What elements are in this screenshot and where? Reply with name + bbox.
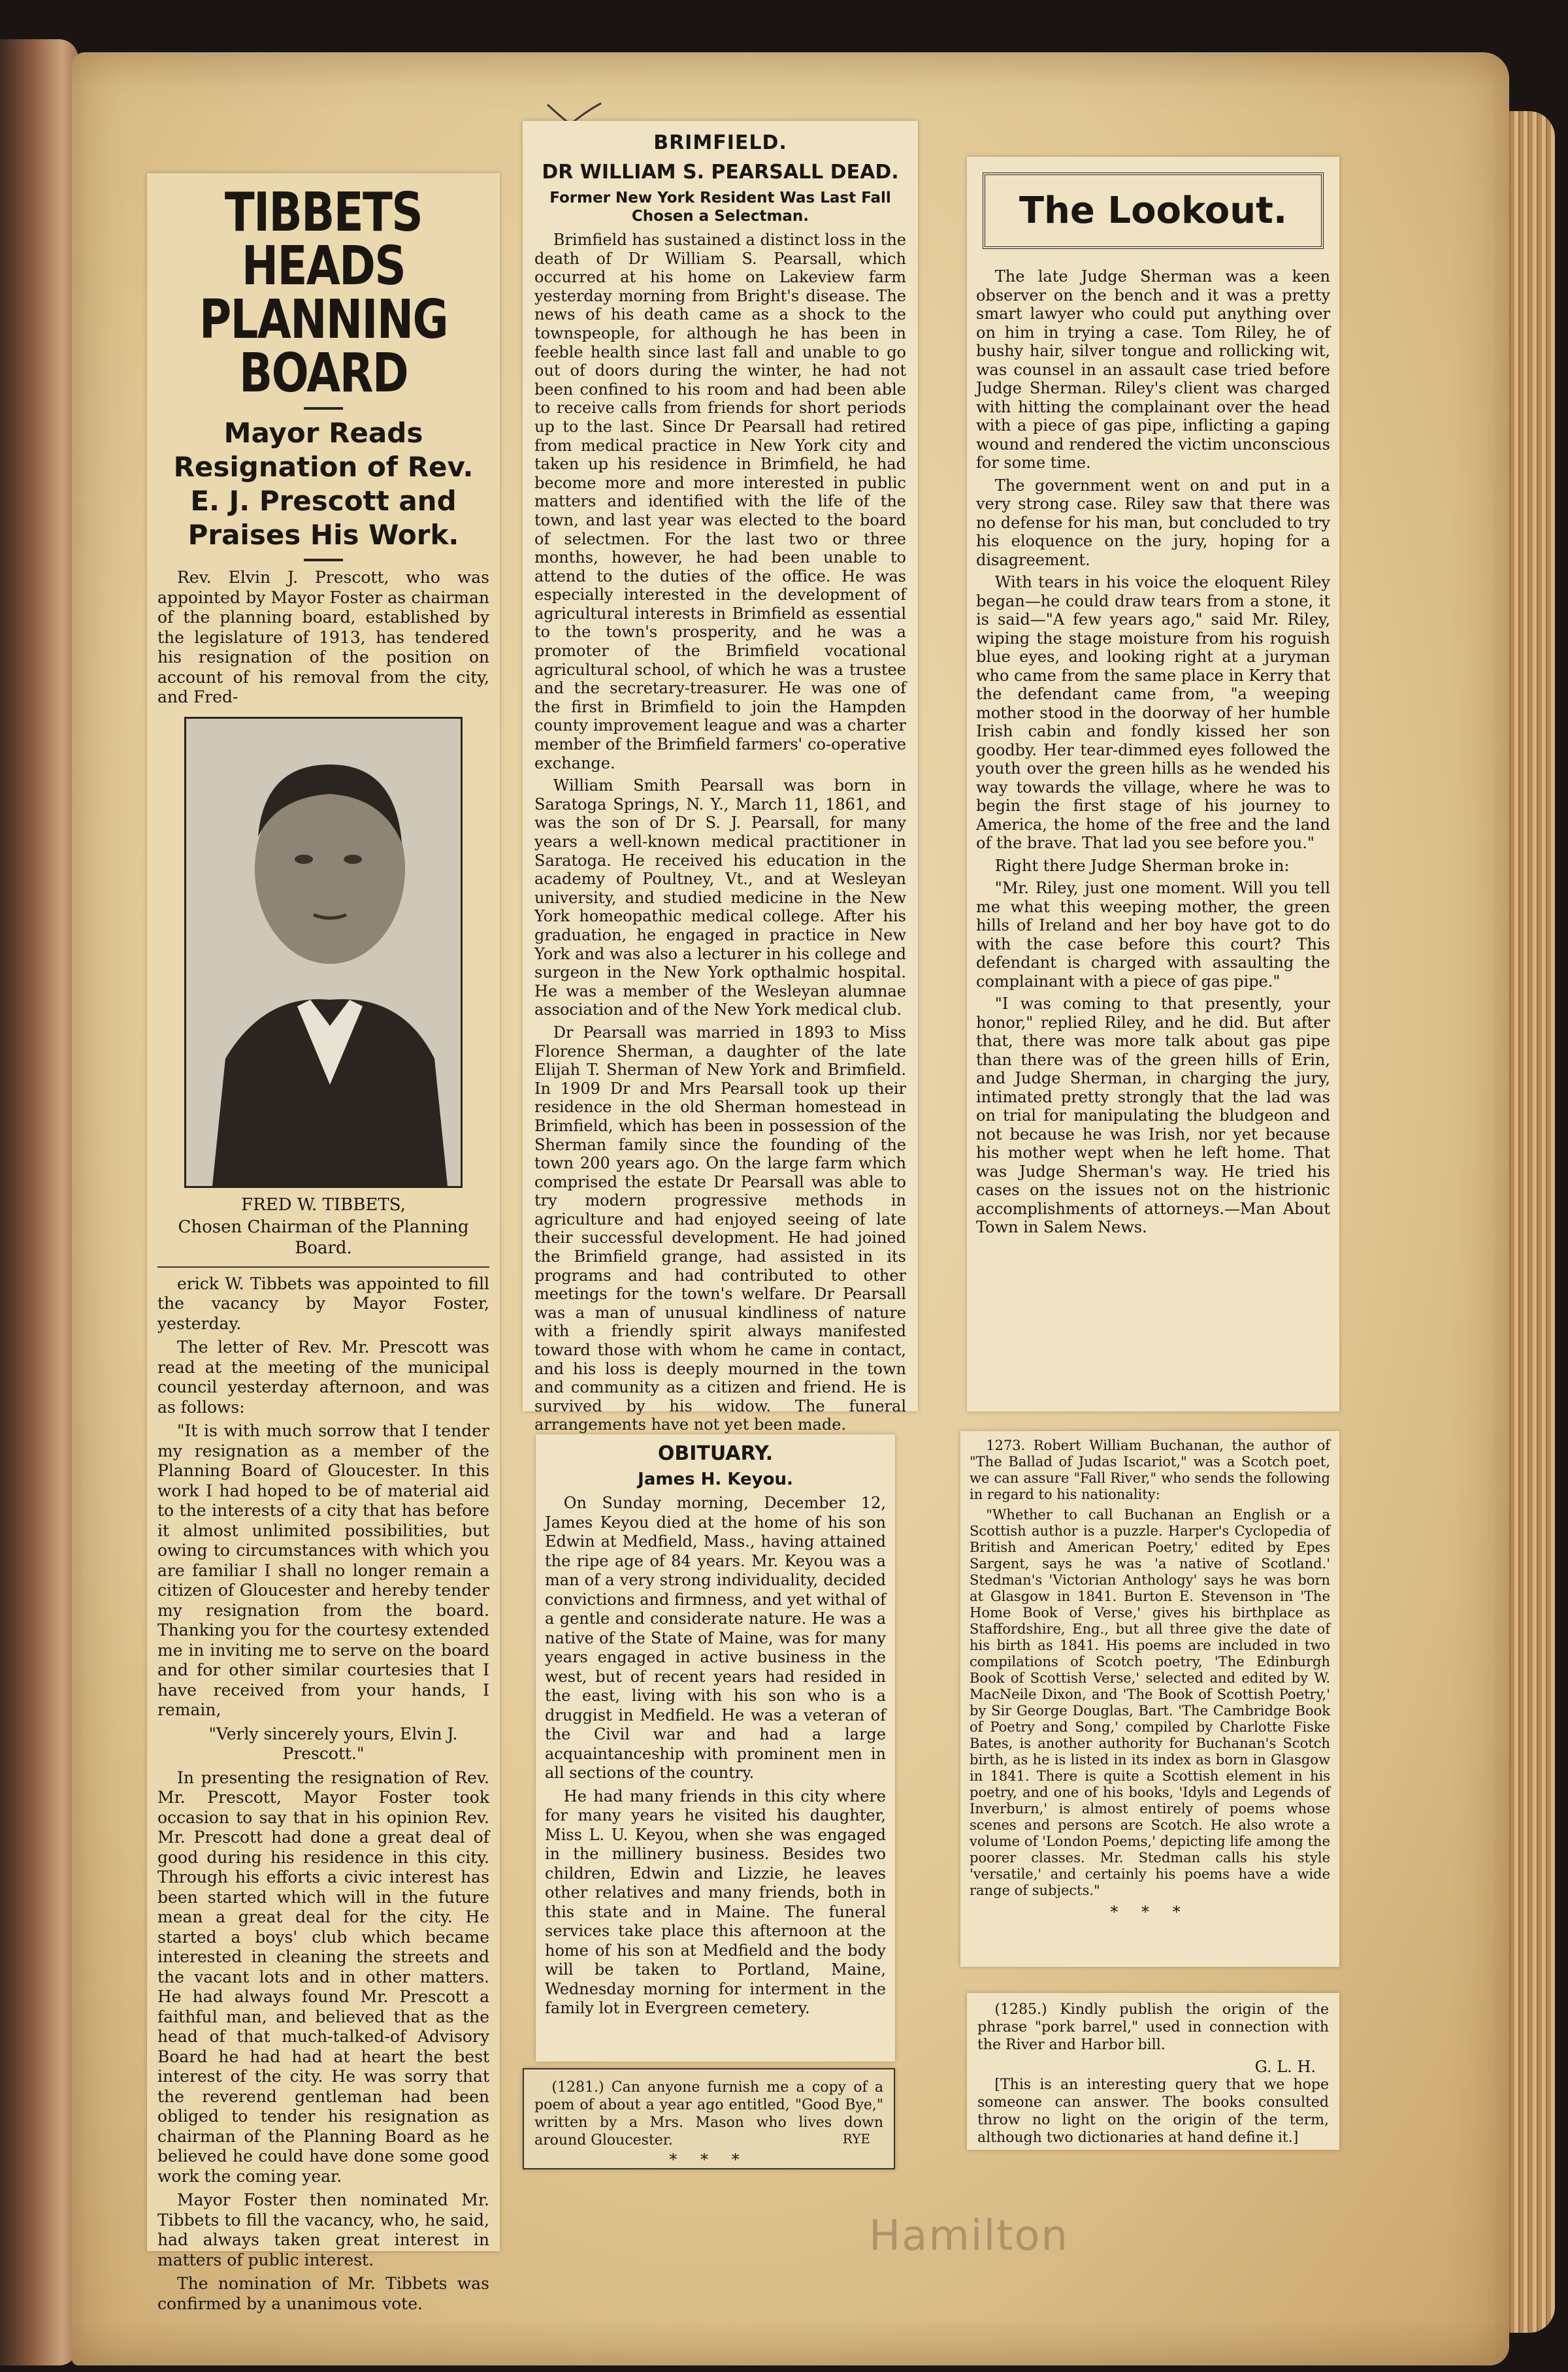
divider [157,1266,489,1268]
paragraph: "Whether to call Buchanan an English or a Scottish author is a puzzle. Harper's Cyclopedia of British and American Poetry,' edited by Epes Sargent, says he was 'a native of Scotland.' Stedman's 'Victorian Anthology' says he was born at Glasgow in 1841. Burton E. Stevenson in 'The Home Book of Verse,' gives his birthplace as Staffordshire, Eng., but all three give the date of his birth as 1841. His poems are included in two compilations of Scotch poetry, 'The Edinburgh Book of Scottish Verse,' selected and edited by W. MacNeile Dixon, and 'The Book of Scottish Poetry,' by Sir George Douglas, Bart. 'The Cambridge Book of Poetry and Song,' compiled by Charlotte Fiske Bates, is another authority for Buchanan's Scotch birth, as he is listed in its index as born in Glasgow in 1841. There is quite a Scottish element in his poetry, and one of his books, 'Idyls and Legends of Inverburn,' is almost entirely of poems whose scenes and persons are Scotch. He also wrote a volume of 'London Poems,' depicting life among the poorer classes. Mr. Stedman calls his style 'versatile,' and certainly his poems have a wide range of subjects." [970,1507,1330,1898]
clipping-query-1281 [523,2068,895,2169]
paragraph: Brimfield has sustained a distinct loss in the death of Dr William S. Pearsall, which occurred at his home on Lakeview farm yesterday morning from Bright's disease. The news of his death came as a shock to the townspeople, for although he has been in feeble health since last fall and unable to go out of doors during the winter, he had not been confined to his room and had been able to receive calls from friends for short periods up to the last. Since Dr Pearsall had retired from medical practice in New York city and taken up his residence in Brimfield, he had become more and more interested in public matters and identified with the life of the town, and last year was elected to the board of selectmen. For the last two or three months, however, he had been unable to attend to the duties of the office. He was especially interested in the development of agricultural interests in Brimfield as essential to the town's prosperity, and he was a promoter of the Brimfield vocational agricultural school, of which he was a trustee and the secretary-treasurer. He was one of the first in Brimfield to join the Hampden county improvement league and was a charter member of the Brimfield farmers' co-operative exchange. [534,231,906,772]
query-signature: G. L. H. [1254,2058,1316,2076]
paragraph: 1273. Robert William Buchanan, the author of "The Ballad of Judas Iscariot," was a Scotch poet, we can assure "Fall River," who sends the following in regard to his nationality: [970,1438,1330,1502]
paragraph: Right there Judge Sherman broke in: [994,856,1290,875]
paragraph: "I was coming to that presently, your honor," replied Riley, and he did. But after that, there was more talk about gas pipe than there was of the green hills of Erin, and Judge Sherman, in charging the jury, intimated pretty strongly that the lad was on trial for manipulating the bludgeon and not because he was Irish, nor yet because his mother wept when he left home. That was Judge Sherman's way. He tried his cases on the issues not on the histrionic accomplishments of attorneys.—Man About Town in Salem News. [976,995,1330,1236]
paragraph: In presenting the resignation of Rev. Mr. Prescott, Mayor Foster took occasion to say that in his opinion Rev. Mr. Prescott had done a great deal of good during his residence in this city. Through his efforts a civic interest has been started which will in the future mean a great deal for the city. He started a boys' club which became interested in cleaning the streets and the vacant lots and in other matters. He had always found Mr. Prescott a faithful man, and believed that as the head of that much-talked-of Advisory Board he had had at heart the best interest of the city. He was sorry that the reverend gentleman had been obliged to tender his resignation as chairman of the Planning Board as he believed he could have done some good work the coming year. [157,1768,489,2186]
paragraph: He had many friends in this city where for many years he visited his daughter, Miss L. U. Keyou, when she was engaged in the millinery business. Besides two children, Edwin and Lizzie, he leaves other relatives and many friends, both in this state and in Maine. The funeral services take place this afternoon at the home of his son at Medfield and the body will be taken to Portland, Maine, Wednesday morning for interment in the family lot in Evergreen cemetery. [545,1787,886,2017]
paragraph: On Sunday morning, December 12, James Keyou died at the home of his son Edwin at Medfield, Mass., having attained the ripe age of 84 years. Mr. Keyou was a man of a very strong individuality, decided convictions and firmness, and yet withal of a gentle and considerate nature. He was a native of the State of Maine, was for many years engaged in active business in the west, but of recent years had resided in the east, living with his son who is a druggist in Medfield. He was a veteran of the Civil war and had a large acquaintanceship with prominent men in all sections of the country. [545,1494,886,1782]
lead-paragraph: Rev. Elvin J. Prescott, who was appointed by Mayor Foster as chairman of the planning board, established by the legislature of 1913, has tendered his resignation of the position on account of his removal from the city, and Fred- [157,568,489,706]
paragraph: The government went on and put in a very strong case. Riley saw that there was no defense for his man, but concluded to try his eloquence on the jury, hoping for a disagreement. [976,476,1330,569]
photo-caption-role: Chosen Chairman of the Planning Board. [178,1217,469,1258]
dateline: BRIMFIELD. [653,131,787,154]
letter-signature: "Verly sincerely yours, Elvin J. Prescott." [208,1724,458,1763]
paragraph: The nomination of Mr. Tibbets was confirmed by a unanimous vote. [157,2274,489,2313]
clipping-the-lookout [967,157,1339,1411]
clipping-obituary [536,1434,895,2062]
separator-stars: * * * [1110,1903,1190,1921]
paragraph: Dr Pearsall was married in 1893 to Miss Florence Sherman, a daughter of the late Elijah T. Sherman of New York and Brimfield. In 1909 Dr and Mrs Pearsall took up their residence in the old Sherman homestead in Brimfield, which has been in possession of the Sherman family since the founding of the town 200 years ago. On the large farm which comprised the estate Dr Pearsall was able to try modern progressive methods in agriculture and had enjoyed seeing of late their successful development. He had joined the Brimfield grange, had assisted in its programs and had contributed to other meetings for the town's welfare. Dr Pearsall was a man of unusual kindliness of nature with a friendly spirit always manifested toward those with whom he came in contact, and his loss is deeply mourned in the town and community as a citizen and friend. He is survived by his widow. The funeral arrangements have not yet been made. [534,1023,906,1434]
query-text: (1285.) Kindly publish the origin of the phrase "pork barrel," used in connection with the River and Harbor bill. [977,2001,1329,2053]
separator-stars: * * * [669,2150,749,2169]
editor-answer: [This is an interesting query that we hope someone can answer. The books consulted throw no light on the origin of the term, although two dictionaries at hand define it.] [977,2077,1329,2146]
paragraph: William Smith Pearsall was born in Saratoga Springs, N. Y., March 11, 1861, and was the son of Dr S. J. Pearsall, for many years a well-known medical practitioner in Saratoga. He received his education in the academy of Poultney, Vt., and at Wesleyan university, and studied medicine in the New York homeopathic medical college. After his graduation, he engaged in practice in New York and was also a lecturer in his college and surgeon in the New York opthalmic hospital. He was a member of the Wesleyan alumnae association and of the New York medical club. [534,776,906,1019]
clipping-buchanan-1273 [960,1431,1339,1967]
portrait-photo [184,717,463,1188]
clipping-brimfield-pearsall [523,121,918,1434]
book-binding-left [0,39,78,2365]
lookout-title: The Lookout. [983,173,1324,249]
obituary-name: James H. Keyou. [638,1470,793,1489]
obituary-title: OBITUARY. [657,1442,774,1465]
divider [304,407,343,410]
query-signature: RYE [842,2131,870,2147]
watermark-text: Hamilton [869,2212,1070,2260]
clipping-tibbets-planning-board [147,173,500,2313]
paragraph: erick W. Tibbets was appointed to fill the vacancy by Mayor Foster, yesterday. [157,1274,489,1333]
clipping-query-1285 [967,1993,1339,2150]
paragraph: The late Judge Sherman was a keen observer on the bench and it was a pretty smart lawyer who could put anything over on him in trying a case. Tom Riley, he of bushy hair, silver tongue and rollicking wit, was counsel in an assault case tried before Judge Sherman. Riley's client was charged with hitting the complainant over the head with a piece of gas pipe, inflicting a gaping wound and rendered the victim unconscious for some time. [976,267,1330,472]
paragraph: "Mr. Riley, just one moment. Will you tell me what this weeping mother, the green hills of Ireland and her boy have got to do with the case before this court? This defendant is charged with assaulting the complainant with a piece of gas pipe." [976,879,1330,991]
headline: TIBBETS HEADS PLANNING BOARD [199,182,448,404]
paragraph: With tears in his voice the eloquent Riley began—he could draw tears from a stone, it is said—"A few years ago," said Mr. Riley, wiping the stage moisture from his roguish blue eyes, and looking right at a juryman who came from the same place in Kerry that the defendant came from, "a weeping mother stood in the doorway of her humble Irish cabin and fondly kissed her son goodby. Her tear-dimmed eyes followed the youth over the green hills as he wended his way towards the village, where he was to begin the first stage of his journey to America, the home of the free and the land of the brave. That lad you see before you." [976,573,1330,852]
subheadline: Mayor Reads Resignation of Rev. E. J. Prescott and Praises His Work. [173,417,474,551]
divider [304,559,343,561]
headline: DR WILLIAM S. PEARSALL DEAD. [542,161,899,184]
query-text: (1281.) Can anyone furnish me a copy of a poem of about a year ago entitled, "Good Bye," written by a Mrs. Mason who lives down around Gloucester. [534,2079,883,2149]
paragraph: Mayor Foster then nominated Mr. Tibbets to fill the vacancy, who, he said, had always taken great interest in matters of public interest. [157,2190,489,2269]
photo-caption-name: FRED W. TIBBETS, [241,1194,406,1215]
subheadline: Former New York Resident Was Last Fall Chosen a Selectman. [549,189,891,225]
resignation-letter: "It is with much sorrow that I tender my resignation as a member of the Planning Board of Gloucester. In this work I had hoped to be of material aid to the interests of a city that has before it almost unlimited possibilities, but owing to circumstances with which you are familiar I shall no longer remain a citizen of Gloucester and hereby tender my resignation from the board. Thanking you for the courtesy extended me in inviting me to serve on the board and for other similar courtesies that I have received from your hands, I remain, [157,1421,489,1719]
paragraph: The letter of Rev. Mr. Prescott was read at the meeting of the municipal council yesterday afternoon, and was as follows: [157,1338,489,1417]
